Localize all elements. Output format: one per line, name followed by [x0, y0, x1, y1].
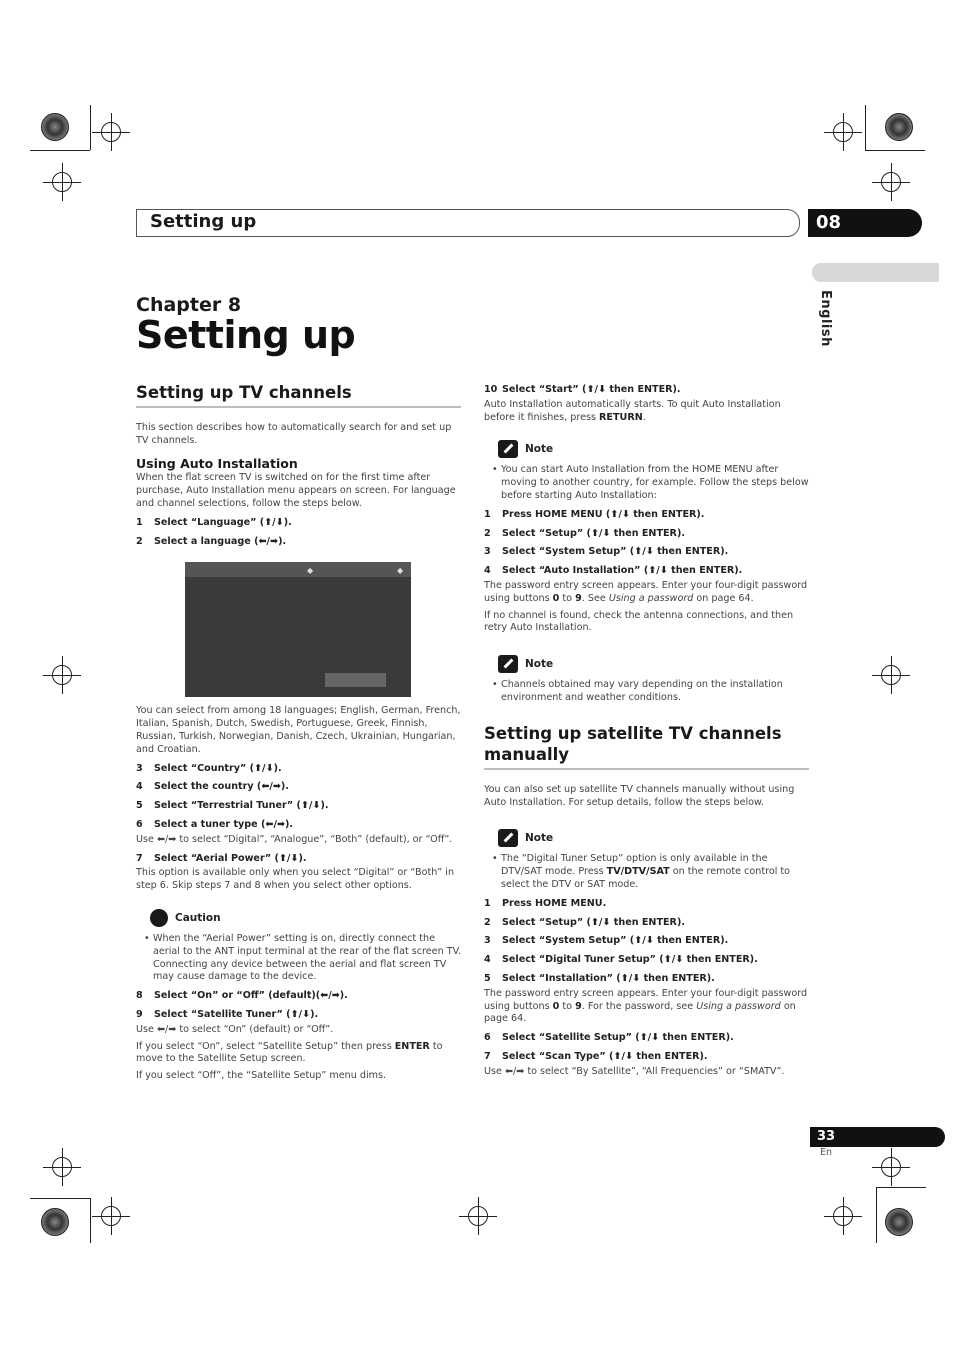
- step-body: The password entry screen appears. Enter your four-digit password using buttons 0 to 9. For the password, see Using a password on page 64.: [484, 987, 808, 1025]
- note-item: • You can start Auto Installation from the HOME MENU after moving to another country, for example. Follow the steps below before starting Auto Installation:: [492, 464, 809, 501]
- step-body: Auto Installation automatically starts. To quit Auto Installation before it finishes, press RETURN.: [484, 398, 781, 423]
- chapter-title: Setting up: [136, 313, 356, 357]
- crosshair-mark: [881, 1157, 901, 1177]
- step-item: 9 Select “Satellite Tuner” (⬆/⬇).: [136, 1008, 319, 1020]
- left-column: [136, 382, 461, 1087]
- step-body: Use ⬅/➡ to select “By Satellite”, “All Frequencies” or “SMATV”.: [484, 1065, 785, 1077]
- crosshair-mark: [52, 172, 72, 192]
- step-body: Use ⬅/➡ to select “Digital”, “Analogue”, “Both” (default), or “Off”.: [136, 833, 453, 845]
- page-number: 33: [810, 1127, 945, 1147]
- note-pencil-icon: [498, 440, 518, 458]
- caution-item: • When the “Aerial Power” setting is on, directly connect the aerial to the ANT input terminal at the rear of the flat screen TV. Connecting any device between the aerial and flat screen TV may cause damage to the device.: [144, 932, 461, 983]
- chapter-number-tab: 08: [808, 209, 922, 237]
- step-item: 3 Select “Country” (⬆/⬇).: [136, 762, 282, 774]
- registration-burst-mark: [41, 113, 69, 141]
- arrow-indicator-icon: ◆: [397, 566, 404, 576]
- crosshair-mark: [468, 1206, 488, 1226]
- step-body: This option is available only when you select “Digital” or “Both” in step 6. Skip steps 7 and 8 when you select other options.: [136, 867, 455, 892]
- step-item: 2 Select a language (⬅/➡).: [136, 535, 287, 547]
- language-tab-bar: [812, 263, 939, 282]
- step-item: 5 Select “Installation” (⬆/⬇ then ENTER).: [484, 972, 715, 984]
- step-body: If no channel is found, check the antenna connections, and then retry Auto Installation.: [484, 609, 794, 634]
- language-label: English: [818, 290, 833, 347]
- screen-illustration: [185, 562, 411, 697]
- crop-line: [90, 1198, 91, 1243]
- step-item: 7 Select “Aerial Power” (⬆/⬇).: [136, 852, 307, 864]
- step-item: 1 Press HOME MENU (⬆/⬇ then ENTER).: [484, 508, 705, 520]
- subsection-intro: When the flat screen TV is switched on for the first time after purchase, Auto Installation menu appears on screen. For language and channel selections, follow the steps below.: [136, 472, 456, 509]
- step-item: 4 Select “Digital Tuner Setup” (⬆/⬇ then ENTER).: [484, 954, 758, 966]
- caution-heading: Caution: [150, 909, 461, 927]
- link-using-a-password: Using a password: [608, 592, 694, 604]
- registration-burst-mark: [41, 1208, 69, 1236]
- crop-line: [30, 150, 90, 151]
- page-language: En: [820, 1147, 833, 1158]
- note-heading: Note: [498, 655, 809, 673]
- crosshair-mark: [52, 665, 72, 685]
- step-body: The password entry screen appears. Enter your four-digit password using buttons 0 to 9. See Using a password on page 64.: [484, 579, 808, 604]
- header-title: Setting up: [150, 211, 257, 232]
- step-item: 3 Select “System Setup” (⬆/⬇ then ENTER).: [484, 546, 729, 558]
- note-pencil-icon: [498, 829, 518, 847]
- registration-burst-mark: [885, 113, 913, 141]
- step-body: Use ⬅/➡ to select “On” (default) or “Off”.: [136, 1023, 334, 1035]
- languages-text: You can select from among 18 languages; English, German, French, Italian, Spanish, Dutch, Swedish, Portuguese, Greek, Finnish, Russian, Turkish, Norwegian, Danish, Czech, Ukrainian, Hungarian, and Croatian.: [136, 705, 461, 755]
- note-heading: Note: [498, 829, 809, 847]
- step-item: 6 Select a tuner type (⬅/➡).: [136, 818, 294, 830]
- step-body: If you select “Off”, the “Satellite Setup” menu dims.: [136, 1070, 387, 1082]
- section-intro: This section describes how to automatically search for and set up TV channels.: [136, 422, 452, 446]
- section-intro: You can also set up satellite TV channels manually without using Auto Installation. For setup details, follow the steps below.: [484, 783, 795, 808]
- step-item: 5 Select “Terrestrial Tuner” (⬆/⬇).: [136, 800, 329, 812]
- link-using-a-password: Using a password: [696, 1000, 781, 1012]
- step-item: 4 Select the country (⬅/➡).: [136, 781, 289, 793]
- step-item: 1 Select “Language” (⬆/⬇).: [136, 516, 292, 528]
- step-body: If you select “On”, select “Satellite Setup” then press ENTER to move to the Satellite Setup screen.: [136, 1040, 443, 1065]
- note-heading: Note: [498, 440, 809, 458]
- crosshair-mark: [101, 1206, 121, 1226]
- crop-line: [90, 105, 91, 150]
- note-pencil-icon: [498, 655, 518, 673]
- note-item: • Channels obtained may vary depending on the installation environment and weather conditions.: [492, 679, 783, 703]
- chapter-label: Chapter 8: [136, 294, 242, 316]
- step-item: 3 Select “System Setup” (⬆/⬇ then ENTER).: [484, 935, 729, 947]
- step-item: 8 Select “On” or “Off” (default)(⬅/➡).: [136, 990, 348, 1002]
- crop-line: [865, 150, 925, 151]
- crop-line: [865, 105, 866, 150]
- step-item: 7 Select “Scan Type” (⬆/⬇ then ENTER).: [484, 1050, 708, 1062]
- crosshair-mark: [881, 665, 901, 685]
- step-item: 10 Select “Start” (⬆/⬇ then ENTER).: [484, 384, 681, 395]
- hand-stop-icon: [150, 909, 168, 927]
- crop-line: [876, 1187, 926, 1188]
- crosshair-mark: [833, 122, 853, 142]
- section-title: Setting up satellite TV channels manually: [484, 723, 809, 770]
- step-item: 4 Select “Auto Installation” (⬆/⬇ then ENTER).: [484, 565, 743, 577]
- crosshair-mark: [833, 1206, 853, 1226]
- step-item: 6 Select “Satellite Setup” (⬆/⬇ then ENTER).: [484, 1032, 734, 1044]
- crop-line: [876, 1187, 877, 1243]
- right-column: [484, 382, 809, 1083]
- arrow-indicator-icon: ◆: [307, 566, 314, 576]
- screen-button: [325, 673, 386, 687]
- crop-line: [30, 1198, 90, 1199]
- step-item: 2 Select “Setup” (⬆/⬇ then ENTER).: [484, 916, 685, 928]
- registration-burst-mark: [885, 1208, 913, 1236]
- section-title: Setting up TV channels: [136, 382, 461, 408]
- crosshair-mark: [881, 172, 901, 192]
- screen-title-bar: [185, 562, 411, 577]
- subsection-title: Using Auto Installation: [136, 455, 298, 471]
- crosshair-mark: [52, 1157, 72, 1177]
- crosshair-mark: [101, 122, 121, 142]
- step-item: 2 Select “Setup” (⬆/⬇ then ENTER).: [484, 527, 685, 539]
- note-item: • The “Digital Tuner Setup” option is only available in the DTV/SAT mode. Press TV/DTV/SAT on the remote control to select the DTV or SAT mode.: [492, 853, 791, 890]
- step-item: 1 Press HOME MENU.: [484, 897, 607, 909]
